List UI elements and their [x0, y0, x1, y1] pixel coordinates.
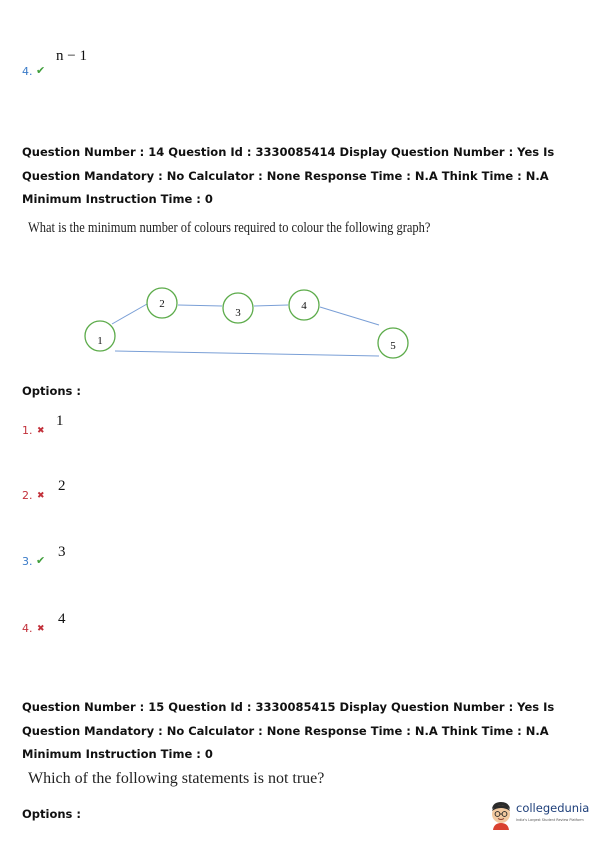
edge-3-4	[254, 305, 288, 306]
option-value: 4	[58, 611, 66, 627]
logo-tagline: India's Largest Student Review Platform	[516, 818, 584, 822]
edge-1-2	[112, 304, 147, 324]
q14-header: Question Number : 14 Question Id : 3330085414 Display Question Number : Yes Is Question Mandatory : No Calculator : None Response Time : N.A Think Time : N.A Minimum Instruction Time : 0	[22, 145, 555, 206]
edge-2-3	[178, 305, 222, 306]
logo-wordmark: collegedunia	[516, 801, 590, 815]
option-value: 2	[58, 478, 66, 494]
q14-options-label: Options :	[22, 384, 81, 398]
q14-graph	[0, 270, 595, 370]
q14-option-2	[22, 478, 102, 508]
option-number: 3.	[22, 555, 33, 568]
option-number: 1.	[22, 424, 33, 437]
edge-4-5	[320, 307, 379, 325]
mascot-icon	[488, 800, 514, 830]
option-number: 4.	[22, 622, 33, 635]
check-icon: ✔	[36, 64, 46, 77]
node-label-3: 3	[235, 307, 241, 319]
prev-option-4	[22, 48, 142, 82]
cross-icon: ✖	[37, 491, 45, 501]
option-number: 2.	[22, 489, 33, 502]
node-label-2: 2	[159, 298, 165, 310]
check-icon: ✔	[36, 554, 46, 567]
option-number: 4.	[22, 65, 33, 78]
q15-text: Which of the following statements is not true?	[28, 770, 325, 787]
option-value: 1	[56, 413, 64, 429]
q14-option-4	[22, 611, 102, 641]
option-value: 3	[58, 544, 66, 560]
cross-icon: ✖	[37, 624, 45, 634]
graph-nodes	[85, 288, 408, 358]
cross-icon: ✖	[37, 426, 45, 436]
q14-option-1	[22, 413, 102, 443]
node-label-5: 5	[390, 340, 396, 352]
q14-option-3	[22, 544, 102, 574]
collegedunia-logo	[488, 798, 593, 832]
q14-text: What is the minimum number of colours required to colour the following graph?	[28, 220, 431, 236]
q15-options-label: Options :	[22, 807, 81, 821]
node-label-4: 4	[301, 300, 307, 312]
edge-1-5	[115, 351, 379, 356]
option-value: n − 1	[56, 48, 87, 64]
node-label-1: 1	[97, 335, 103, 347]
q15-header: Question Number : 15 Question Id : 3330085415 Display Question Number : Yes Is Question Mandatory : No Calculator : None Response Time : N.A Think Time : N.A Minimum Instruction Time : 0	[22, 700, 555, 761]
